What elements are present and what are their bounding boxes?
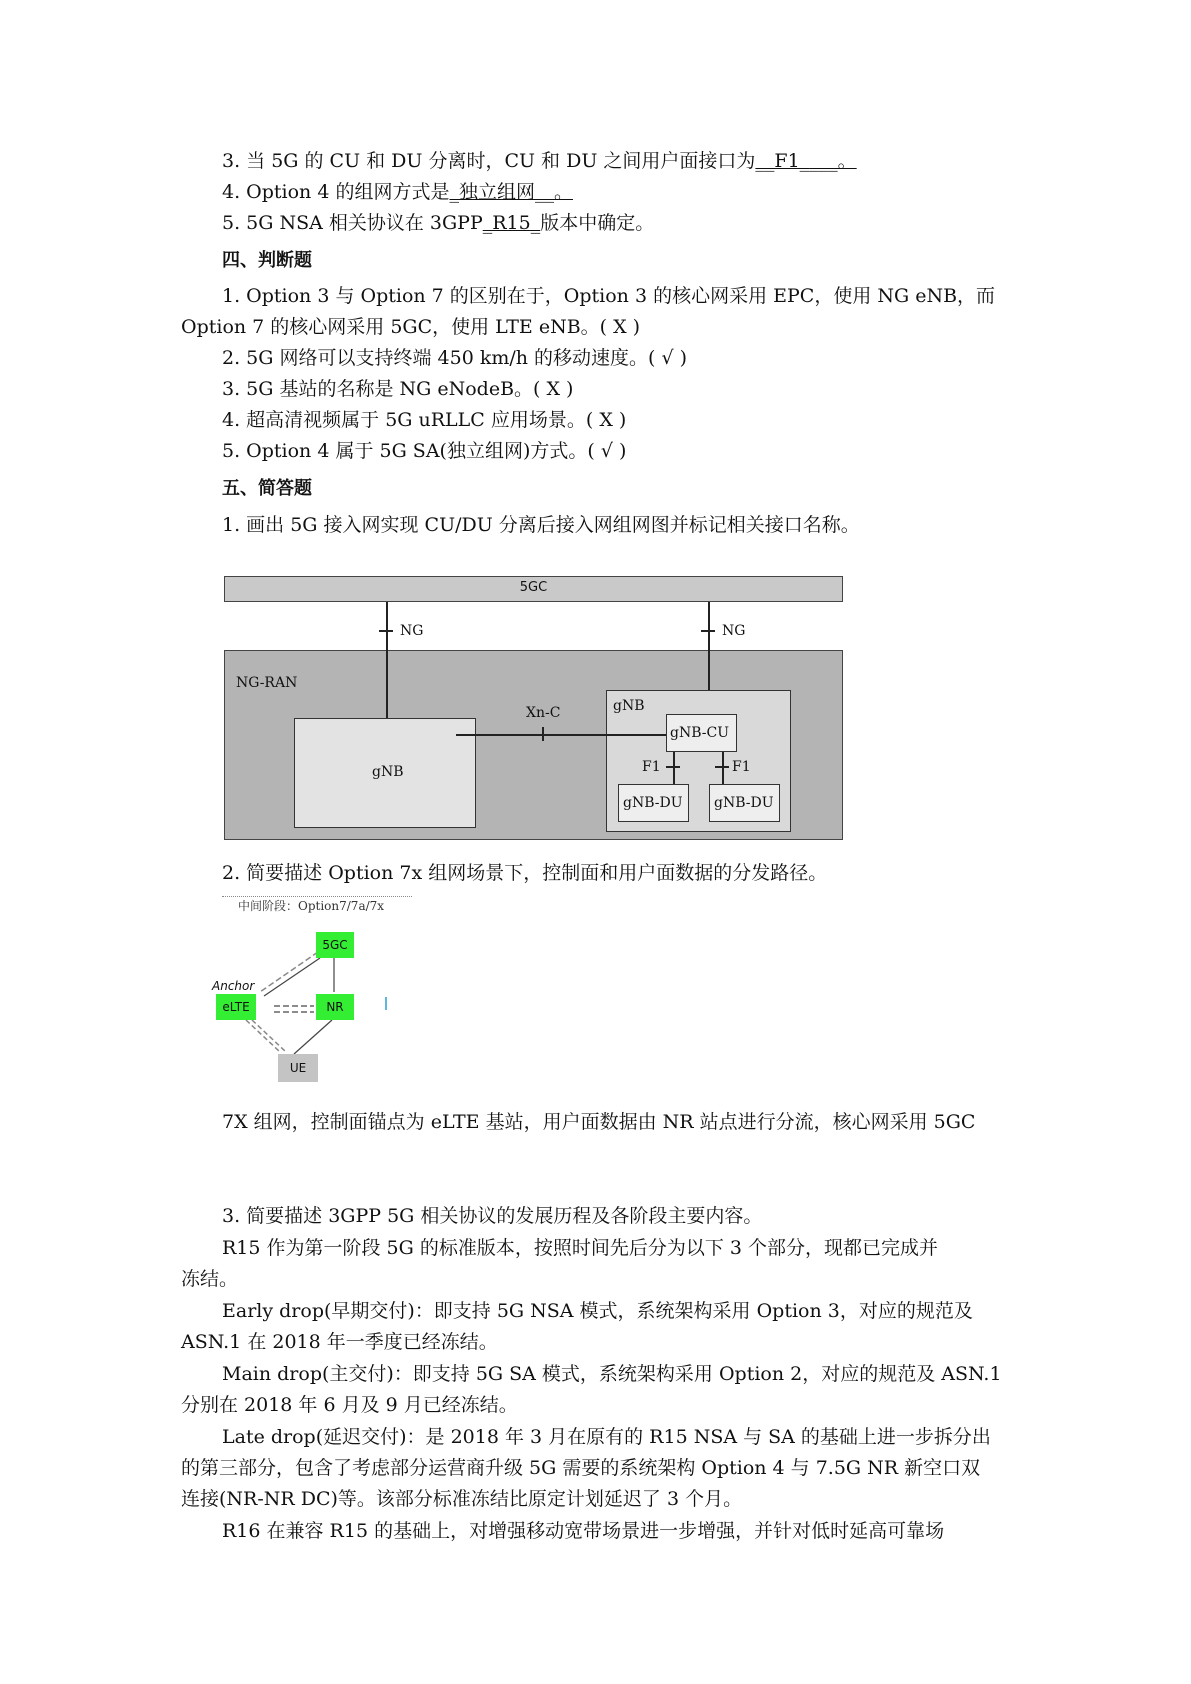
para-early-drop-line-1: Early drop(早期交付)：即支持 5G NSA 模式，系统架构采用 Option 3，对应的规范及 <box>222 1300 973 1322</box>
option7x-caption: 中间阶段：Option7/7a/7x <box>238 899 385 913</box>
gnb-du-right-label: gNB-DU <box>714 795 774 811</box>
f1-left-tick <box>666 766 680 768</box>
answer-blank: _R15_ <box>482 212 541 234</box>
f1-right-label: F1 <box>732 759 751 775</box>
link-5gc-elte <box>264 958 320 996</box>
core-5gc-box: 5GC <box>224 576 843 602</box>
question-3: 3. 当 5G 的 CU 和 DU 分离时，CU 和 DU 之间用户面接口为__F1____。 <box>222 150 857 172</box>
judgment-5: 5. Option 4 属于 5G SA(独立组网)方式。( √ ) <box>222 440 627 462</box>
f1-right-line <box>722 752 724 784</box>
section-heading-judgment: 四、判断题 <box>222 250 312 271</box>
option7x-diagram <box>212 896 412 1086</box>
xnc-line <box>456 734 666 736</box>
ng-left-tick <box>379 630 393 632</box>
answer-blank: _独立组网_ <box>449 181 545 203</box>
anchor-label: Anchor <box>212 979 255 993</box>
f1-left-line <box>673 752 675 784</box>
judgment-2: 2. 5G 网络可以支持终端 450 km/h 的移动速度。( √ ) <box>222 347 688 369</box>
ng-right-tick <box>701 630 715 632</box>
node-elte: eLTE <box>216 994 256 1020</box>
link-5gc-elte-dashed <box>260 952 318 992</box>
answer-blank: __F1_ <box>755 150 810 172</box>
short-answer-1: 1. 画出 5G 接入网实现 CU/DU 分离后接入网组网图并标记相关接口名称。 <box>222 514 860 536</box>
judgment-1-line-2: Option 7 的核心网采用 5GC，使用 LTE eNB。( X ) <box>181 316 641 338</box>
link-nr-ue <box>294 1020 332 1054</box>
para-main-drop-line-1: Main drop(主交付)：即支持 5G SA 模式，系统架构采用 Option 2，对应的规范及 ASN.1 <box>222 1363 1002 1385</box>
para-late-drop-line-2: 的第三部分，包含了考虑部分运营商升级 5G 需要的系统架构 Option 4 与 7.5G NR 新空口双 <box>181 1457 981 1479</box>
judgment-3: 3. 5G 基站的名称是 NG eNodeB。( X ) <box>222 378 574 400</box>
para-r15-line-2: 冻结。 <box>181 1268 239 1290</box>
para-r15-line-1: R15 作为第一阶段 5G 的标准版本，按照时间先后分为以下 3 个部分，现都已完成并 <box>222 1237 939 1259</box>
short-answer-2: 2. 简要描述 Option 7x 组网场景下，控制面和用户面数据的分发路径。 <box>222 862 828 884</box>
judgment-4: 4. 超高清视频属于 5G uRLLC 应用场景。( X ) <box>222 409 627 431</box>
link-elte-ue-dashed <box>246 1020 280 1052</box>
judgment-1-line-1: 1. Option 3 与 Option 7 的区别在于，Option 3 的核心网采用 EPC，使用 NG eNB，而 <box>222 285 996 307</box>
short-answer-3: 3. 简要描述 3GPP 5G 相关协议的发展历程及各阶段主要内容。 <box>222 1205 763 1227</box>
gnb-cu-label: gNB-CU <box>670 725 730 741</box>
para-early-drop-line-2: ASN.1 在 2018 年一季度已经冻结。 <box>181 1331 498 1353</box>
text-cursor-mark <box>385 997 387 1010</box>
question-4: 4. Option 4 的组网方式是_独立组网__。 <box>222 181 573 203</box>
ng-ran-diagram <box>224 576 845 842</box>
gnb-left-label: gNB <box>372 764 404 780</box>
xnc-label: Xn-C <box>526 705 561 721</box>
ng-right-label: NG <box>722 623 746 639</box>
f1-right-tick <box>715 766 729 768</box>
f1-left-label: F1 <box>642 759 661 775</box>
node-nr: NR <box>316 994 354 1020</box>
ng-left-line <box>386 602 388 718</box>
link-elte-ue-dashed-2 <box>252 1020 286 1052</box>
ng-ran-label: NG-RAN <box>236 675 298 691</box>
gnb-right-label: gNB <box>613 698 645 714</box>
question-5: 5. 5G NSA 相关协议在 3GPP_R15_版本中确定。 <box>222 212 655 234</box>
para-late-drop-line-3: 连接(NR-NR DC)等。该部分标准冻结比原定计划延迟了 3 个月。 <box>181 1488 743 1510</box>
para-r16-line-1: R16 在兼容 R15 的基础上，对增强移动宽带场景进一步增强，并针对低时延高可靠场 <box>222 1520 945 1542</box>
gnb-du-left-label: gNB-DU <box>623 795 683 811</box>
section-heading-short-answer: 五、简答题 <box>222 478 312 499</box>
ng-right-line <box>708 602 710 690</box>
ng-left-label: NG <box>400 623 424 639</box>
node-5gc: 5GC <box>316 932 354 958</box>
node-ue: UE <box>278 1054 318 1082</box>
short-answer-2-answer: 7X 组网，控制面锚点为 eLTE 基站，用户面数据由 NR 站点进行分流，核心网采用 5GC <box>222 1111 976 1133</box>
para-late-drop-line-1: Late drop(延迟交付)：是 2018 年 3 月在原有的 R15 NSA 与 SA 的基础上进一步拆分出 <box>222 1426 991 1448</box>
xnc-tick <box>542 727 544 741</box>
para-main-drop-line-2: 分别在 2018 年 6 月及 9 月已经冻结。 <box>181 1394 518 1416</box>
